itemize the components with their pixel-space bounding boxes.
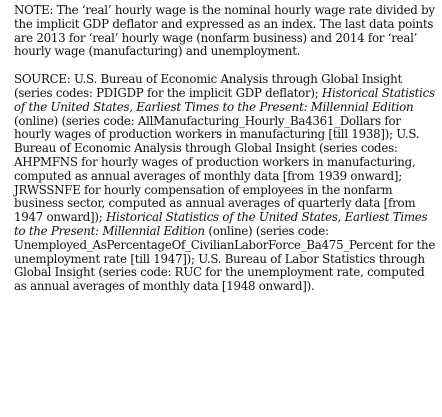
source-title-italic-2: Historical Statistics of the United States, Earliest Times to the Present: Millennial Edition <box>14 210 428 238</box>
note-text: NOTE: The ‘real’ hourly wage is the nominal hourly wage rate divided by the implicit GDP deflator and expressed as an index. The last data points are 2013 for ‘real’ hourly wage (nonfarm business) and 2014 for ‘real’ hourly wage (manufacturing) and unemployment. <box>14 3 435 59</box>
source-text-2: (online) (series code: AllManufacturing_Hourly_Ba4361_Dollars for hourly wages of production workers in manufacturing [till 1938]); U.S. Bureau of Economic Analysis through Global Insight (series codes: AHPMFNS for hourly wages of production workers in manufacturing, computed as annual averages of monthly data [from 1939 onward]; JRWSSNFE for hourly compensation of employees in the nonfarm business sector, computed as annual averages of quarterly data [from 1947 onward]); <box>14 113 420 225</box>
source-title-italic-1: Historical Statistics of the United States, Earliest Times to the Present: Millennial Edition <box>14 85 435 114</box>
source-paragraph <box>14 73 436 294</box>
source-text-1: SOURCE: U.S. Bureau of Economic Analysis through Global Insight (series codes: PDIGDP for the implicit GDP deflator); <box>14 72 402 100</box>
note-paragraph <box>14 4 436 59</box>
source-text-3: (online) (series code: Unemployed_AsPercentageOf_CivilianLaborForce_Ba475_Percent for the unemployment rate [till 1947]); U.S. Bureau of Labor Statistics through Global Insight (series code: RUC for the unemployment rate, computed as annual averages of monthly data [1948 onward]). <box>14 223 436 294</box>
